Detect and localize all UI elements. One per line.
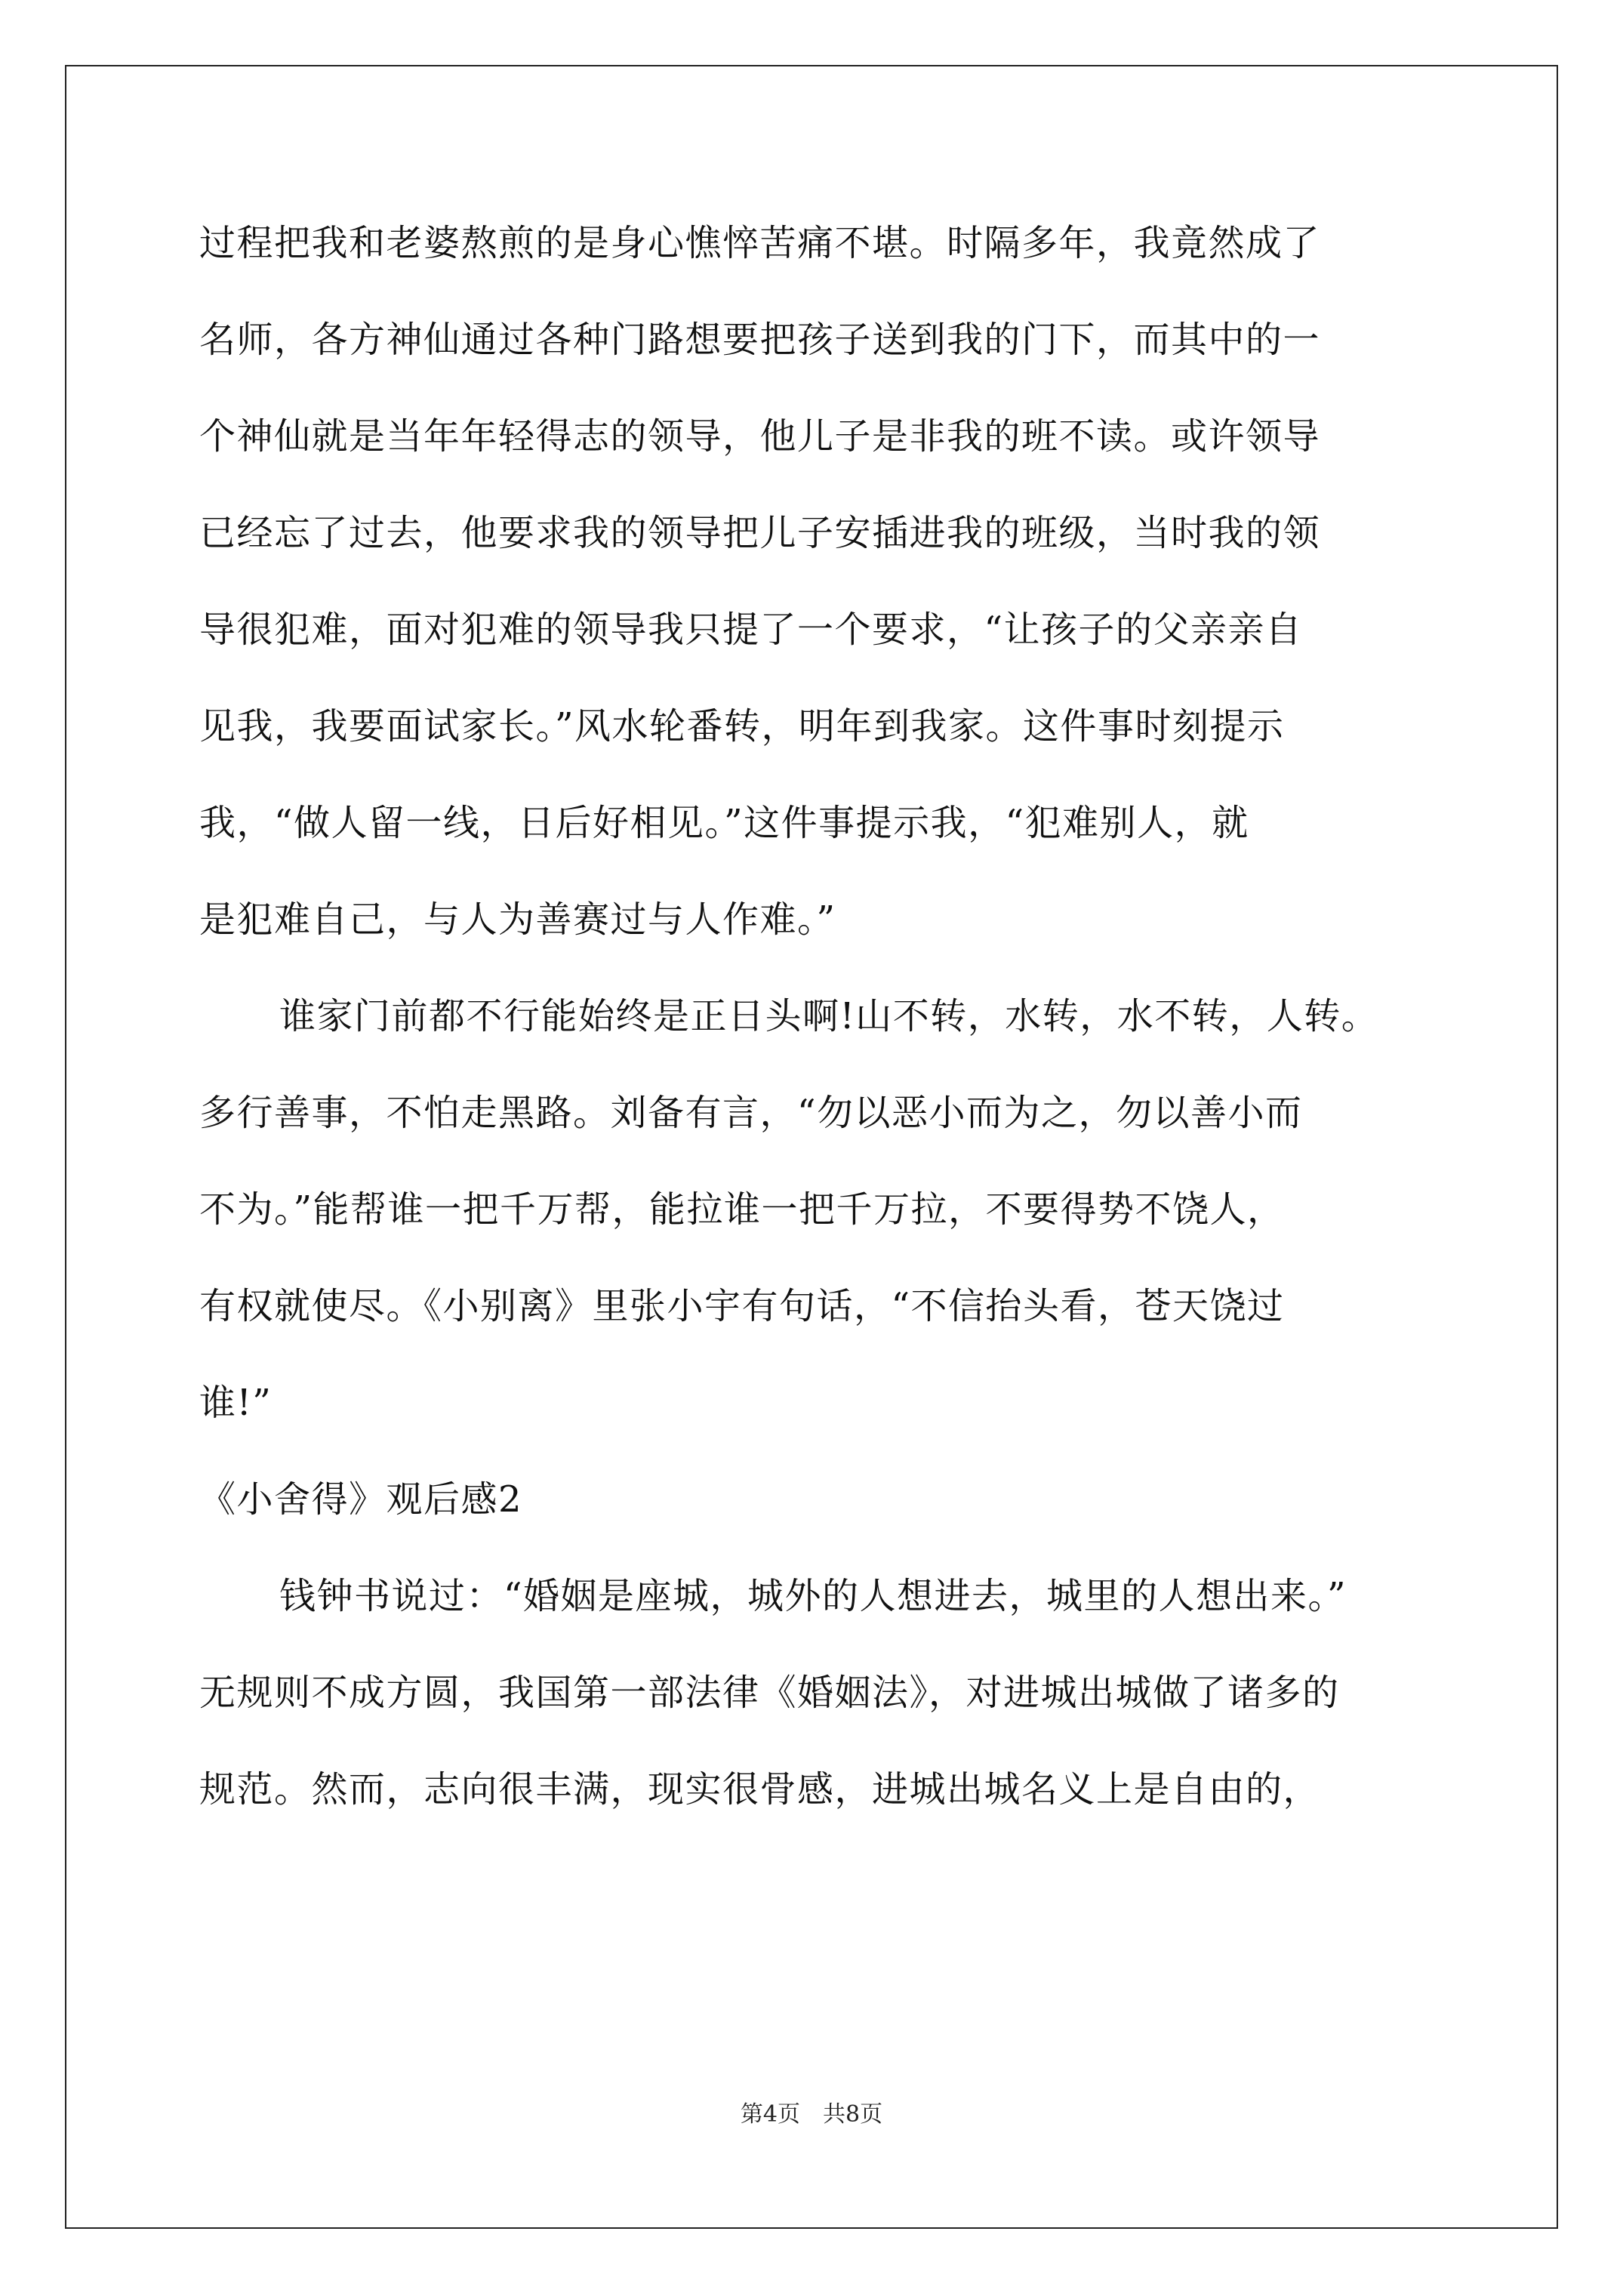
section-heading: 《小舍得》观后感2 xyxy=(199,1478,523,1521)
page-footer xyxy=(0,2095,1623,2128)
text-line: 谁家门前都不行能始终是正日头啊!山不转，水转，水不转，人转。 xyxy=(279,995,1379,1037)
paragraph-3 xyxy=(199,1548,1543,1838)
text-line: 个神仙就是当年年轻得志的领导，他儿子是非我的班不读。或许领导 xyxy=(199,415,1321,458)
page-number: 第4页 xyxy=(740,2101,800,2128)
text-line: 多行善事，不怕走黑路。刘备有言，“勿以恶小而为之，勿以善小而 xyxy=(199,1092,1303,1134)
text-line: 我，“做人留一线，日后好相见。”这件事提示我，“犯难别人，就 xyxy=(199,802,1249,844)
text-line: 无规则不成方圆，我国第一部法律《婚姻法》，对进城出城做了诸多的 xyxy=(199,1672,1340,1714)
text-line: 钱钟书说过：“婚姻是座城，城外的人想进去，城里的人想出来。” xyxy=(279,1575,1347,1617)
text-line: 导很犯难，面对犯难的领导我只提了一个要求，“让孩子的父亲亲自 xyxy=(199,609,1303,651)
paragraph-1 xyxy=(199,195,1543,968)
text-line: 谁!” xyxy=(199,1382,273,1424)
paragraph-2 xyxy=(199,968,1543,1451)
text-line: 有权就使尽。《小别离》里张小宇有句话，“不信抬头看，苍天饶过 xyxy=(199,1285,1285,1327)
document-body xyxy=(199,195,1543,1838)
text-line: 名师，各方神仙通过各种门路想要把孩子送到我的门下，而其中的一 xyxy=(199,319,1321,361)
text-line: 见我，我要面试家长。”风水轮番转，明年到我家。这件事时刻提示 xyxy=(199,705,1285,747)
text-line: 规范。然而，志向很丰满，现实很骨感，进城出城名义上是自由的， xyxy=(199,1768,1321,1811)
text-line: 是犯难自己，与人为善赛过与人作难。” xyxy=(199,898,836,941)
text-line: 已经忘了过去，他要求我的领导把儿子安插进我的班级，当时我的领 xyxy=(199,512,1321,554)
text-line: 不为。”能帮谁一把千万帮，能拉谁一把千万拉，不要得势不饶人， xyxy=(199,1188,1285,1231)
page-total: 共8页 xyxy=(823,2101,883,2128)
text-line: 过程把我和老婆熬煎的是身心憔悴苦痛不堪。时隔多年，我竟然成了 xyxy=(199,222,1321,264)
